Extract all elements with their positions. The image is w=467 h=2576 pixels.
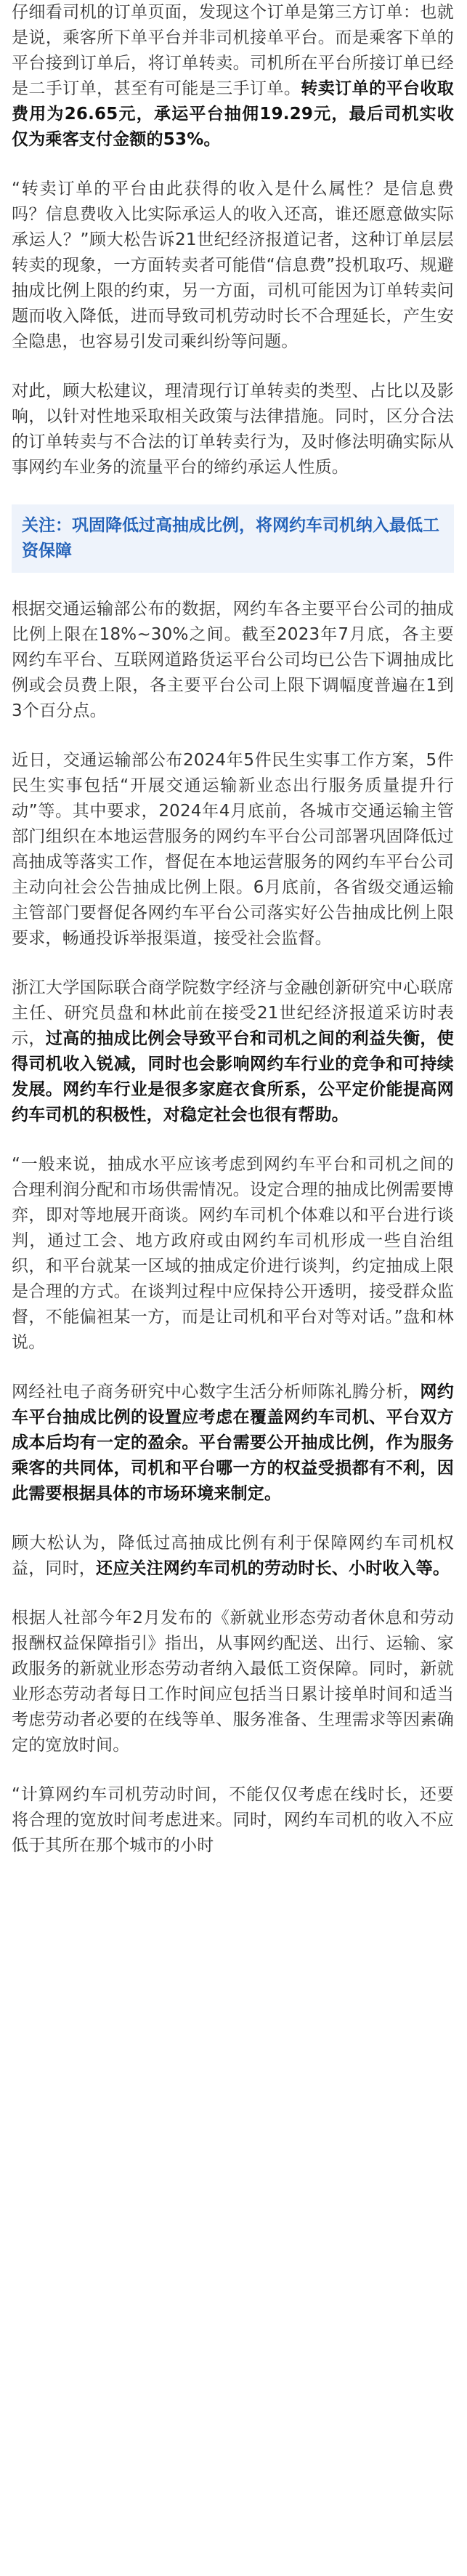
paragraph-text: 顾大松认为，降低过高抽成比例有利于保障网约车司机权益，同时， (12, 1534, 454, 1578)
paragraph: “转卖订单的平台由此获得的收入是什么属性？是信息费吗？信息费收入比实际承运人的收入还高，谁还愿意做实际承运人？”顾大松告诉21世纪经济报道记者，这种订单层层转卖的现象，一方面转卖者可能借“信息费”投机取巧、规避抽成比例上限的约束，另一方面，司机可能因为订单转卖问题而收入降低，进而导致司机劳动时长不合理延长，产生安全隐患，也容易引发司乘纠纷等问题。 (12, 180, 454, 351)
paragraph (12, 0, 454, 153)
paragraph (12, 975, 454, 1128)
paragraph: 对此，顾大松建议，理清现行订单转卖的类型、占比以及影响，以针对性地采取相关政策与法律措施。同时，区分合法的订单转卖与不合法的订单转卖行为，及时修法明确实际从事网约车业务的流量平台的缔约承运人性质。 (12, 382, 454, 477)
paragraph: “一般来说，抽成水平应该考虑到网约车平台和司机之间的合理利润分配和市场供需情况。设定合理的抽成比例需要博弈，即对等地展开商谈。网约车司机个体难以和平台进行谈判，通过工会、地方政府或由网约车司机形成一些自治组织，和平台就某一区域的抽成定价进行谈判，约定抽成上限是合理的方式。在谈判过程中应保持公开透明，接受群众监督，不能偏袒某一方，而是让司机和平台对等对话。”盘和林说。 (12, 1155, 454, 1352)
paragraph: “计算网约车司机劳动时间，不能仅仅考虑在线时长，还要将合理的宽放时间考虑进来。同时，网约车司机的收入不应低于其所在那个城市的小时 (12, 1785, 454, 1855)
paragraph (12, 1531, 454, 1582)
paragraph: 根据交通运输部公布的数据，网约车各主要平台公司的抽成比例上限在18%~30%之间。截至2023年7月底，各主要网约车平台、互联网道路货运平台公司均已公告下调抽成比例或会员费上限，各主要平台公司上限下调幅度普遍在1到3个百分点。 (12, 600, 454, 720)
emphasis-text: 过高的抽成比例会导致平台和司机之间的利益失衡，使得司机收入锐减，同时也会影响网约车行业的竞争和可持续发展。网约车行业是很多家庭衣食所系，公平定价能提高网约车司机的积极性，对稳定社会也很有帮助。 (12, 1029, 454, 1124)
paragraph-text: 浙江大学国际联合商学院数字经济与金融创新研究中心联席主任、研究员盘和林此前在接受21世纪经济报道采访时表示， (12, 978, 454, 1048)
emphasis-text: 网约车平台抽成比例的设置应考虑在覆盖网约车司机、平台双方成本后均有一定的盈余。平台需要公开抽成比例，作为服务乘客的共同体，司机和平台哪一方的权益受损都有不利，因此需要根据具体的市场环境来制定。 (12, 1382, 454, 1503)
paragraph: 根据人社部今年2月发布的《新就业形态劳动者休息和劳动报酬权益保障指引》指出，从事网约配送、出行、运输、家政服务的新就业形态劳动者纳入最低工资保障。同时，新就业形态劳动者每日工作时间应包括当日累计接单时间和适当考虑劳动者必要的在线等单、服务准备、生理需求等因素确定的宽放时间。 (12, 1609, 454, 1755)
paragraph-text: 网经社电子商务研究中心数字生活分析师陈礼腾分析， (12, 1382, 421, 1401)
paragraph (12, 1380, 454, 1507)
emphasis-text: 还应关注网约车司机的劳动时长、小时收入等。 (96, 1559, 450, 1578)
emphasis-text: 转卖订单的平台收取费用为26.65元，承运平台抽佣19.29元，最后司机实收仅为乘客支付金额的53%。 (12, 79, 454, 149)
section-heading: 关注：巩固降低过高抽成比例，将网约车司机纳入最低工资保障 (12, 504, 454, 573)
paragraph-text: 仔细看司机的订单页面，发现这个订单是第三方订单：也就是说，乘客所下单平台并非司机接单平台。而是乘客下单的平台接到订单后，将订单转卖。司机所在平台所接订单已经是二手订单，甚至有可能是三手订单。 (12, 3, 454, 98)
paragraph: 近日，交通运输部公布2024年5件民生实事工作方案，5件民生实事包括“开展交通运输新业态出行服务质量提升行动”等。其中要求，2024年4月底前，各城市交通运输主管部门组织在本地运营服务的网约车平台公司部署巩固降低过高抽成等落实工作，督促在本地运营服务的网约车平台公司主动向社会公告抽成比例上限。6月底前，各省级交通运输主管部门要督促各网约车平台公司落实好公告抽成比例上限要求，畅通投诉举报渠道，接受社会监督。 (12, 751, 454, 948)
